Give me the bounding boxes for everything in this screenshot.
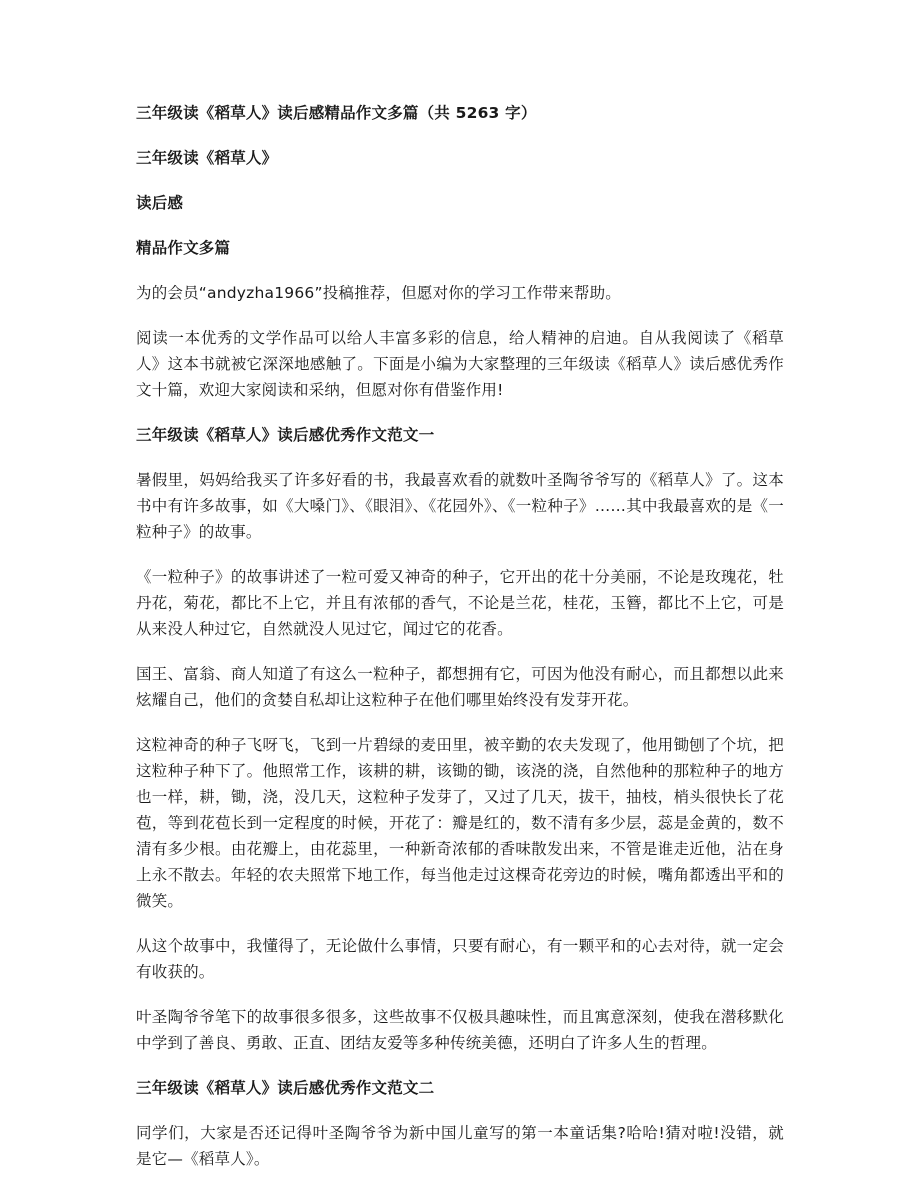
- paragraph: 暑假里，妈妈给我买了许多好看的书，我最喜欢看的就数叶圣陶爷爷写的《稻草人》了。这本书中有许多故事，如《大嗓门》、《眼泪》、《花园外》、《一粒种子》……其中我最喜欢的是《一粒种子》的故事。: [136, 471, 784, 541]
- document-subtitle: 三年级读《稻草人》: [136, 149, 278, 167]
- paragraph: 这粒神奇的种子飞呀飞，飞到一片碧绿的麦田里，被辛勤的农夫发现了，他用锄刨了个坑，把这粒种子种下了。他照常工作，该耕的耕，该锄的锄，该浇的浇，自然他种的那粒种子的地方也一样，耕，锄，浇，没几天，这粒种子发芽了，又过了几天，拔干，抽枝，梢头很快长了花苞，等到花苞长到一定程度的时候，开花了：瓣是红的，数不清有多少层，蕊是金黄的，数不清有多少根。由花瓣上，由花蕊里，一种新奇浓郁的香味散发出来，不管是谁走近他，沾在身上永不散去。年轻的农夫照常下地工作，每当他走过这棵奇花旁边的时候，嘴角都透出平和的微笑。: [136, 736, 784, 910]
- document-subtitle: 精品作文多篇: [136, 239, 231, 257]
- paragraph-intro: 阅读一本优秀的文学作品可以给人丰富多彩的信息，给人精神的启迪。自从我阅读了《稻草人》这本书就被它深深地感触了。下面是小编为大家整理的三年级读《稻草人》读后感优秀作文十篇，欢迎大家阅读和采纳，但愿对你有借鉴作用!: [136, 329, 784, 399]
- section-heading: 三年级读《稻草人》读后感优秀作文范文一: [136, 426, 435, 444]
- document-subtitle: 读后感: [136, 194, 184, 212]
- paragraph: 国王、富翁、商人知道了有这么一粒种子，都想拥有它，可因为他没有耐心，而且都想以此来炫耀自己，他们的贪婪自私却让这粒种子在他们哪里始终没有发芽开花。: [136, 665, 784, 709]
- paragraph: 叶圣陶爷爷笔下的故事很多很多，这些故事不仅极具趣味性，而且寓意深刻，使我在潜移默化中学到了善良、勇敢、正直、团结友爱等多种传统美德，还明白了许多人生的哲理。: [136, 1008, 784, 1052]
- paragraph: 同学们，大家是否还记得叶圣陶爷爷为新中国儿童写的第一本童话集?哈哈!猜对啦!没错，就是它—《稻草人》。: [136, 1124, 784, 1168]
- paragraph: 从这个故事中，我懂得了，无论做什么事情，只要有耐心，有一颗平和的心去对待，就一定会有收获的。: [136, 937, 784, 981]
- paragraph-intro-note: 为的会员“andyzha1966”投稿推荐，但愿对你的学习工作带来帮助。: [136, 284, 621, 302]
- paragraph: 《一粒种子》的故事讲述了一粒可爱又神奇的种子，它开出的花十分美丽，不论是玫瑰花，牡丹花，菊花，都比不上它，并且有浓郁的香气，不论是兰花，桂花，玉簪，都比不上它，可是从来没人种过它，自然就没人见过它，闻过它的花香。: [136, 568, 784, 638]
- section-heading: 三年级读《稻草人》读后感优秀作文范文二: [136, 1079, 435, 1097]
- document-page: [136, 100, 784, 1191]
- document-title: 三年级读《稻草人》读后感精品作文多篇（共 5263 字）: [136, 104, 537, 122]
